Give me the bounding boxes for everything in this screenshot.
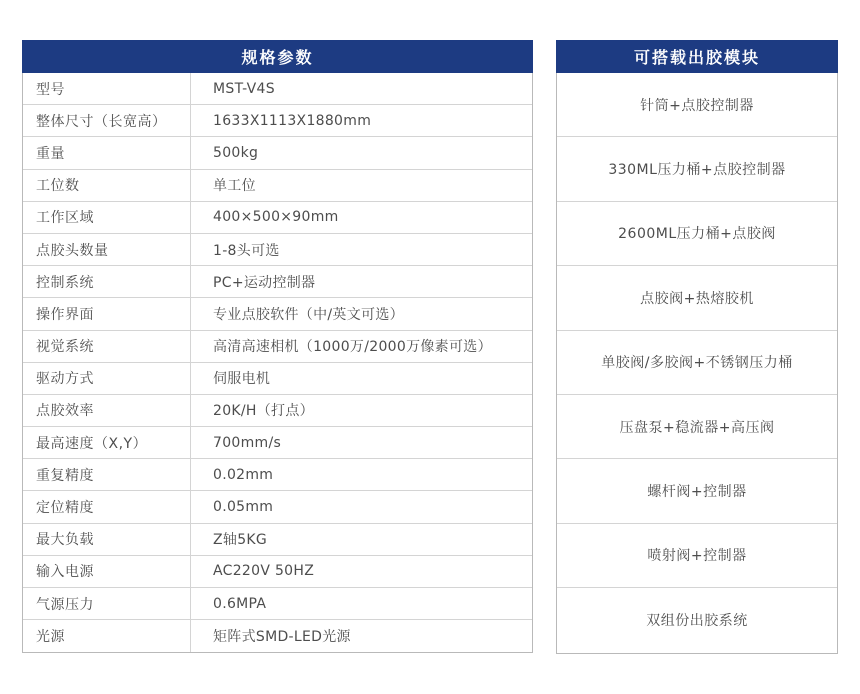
spec-row-label: 控制系统 xyxy=(23,266,191,297)
spec-row-label: 输入电源 xyxy=(23,556,191,587)
spec-parameters-table-body xyxy=(22,73,533,653)
spec-row-label: 工位数 xyxy=(23,170,191,201)
spec-row-label: 工作区域 xyxy=(23,202,191,233)
spec-row-label: 重量 xyxy=(23,137,191,168)
spec-row-value: 0.02mm xyxy=(213,466,274,483)
module-list-item: 针筒+点胶控制器 xyxy=(557,73,837,137)
spec-row-value: AC220V 50HZ xyxy=(213,563,315,580)
spec-table-row xyxy=(23,427,532,459)
spec-table-row xyxy=(23,363,532,395)
module-list-item: 2600ML压力桶+点胶阀 xyxy=(557,202,837,266)
spec-table-row xyxy=(23,524,532,556)
spec-table-row xyxy=(23,588,532,620)
spec-row-value: 矩阵式SMD-LED光源 xyxy=(213,629,351,646)
spec-table-row xyxy=(23,395,532,427)
glue-modules-table-body xyxy=(556,73,838,654)
spec-row-label: 整体尺寸（长宽高） xyxy=(23,105,191,136)
spec-table-row xyxy=(23,73,532,105)
spec-table-row xyxy=(23,137,532,169)
spec-row-value: 高清高速相机（1000万/2000万像素可选） xyxy=(213,339,492,356)
module-list-item: 330ML压力桶+点胶控制器 xyxy=(557,137,837,201)
spec-row-label: 最高速度（X,Y） xyxy=(23,427,191,458)
module-list-item: 压盘泵+稳流器+高压阀 xyxy=(557,395,837,459)
spec-row-label: 定位精度 xyxy=(23,491,191,522)
spec-table-row xyxy=(23,331,532,363)
spec-row-value: 20K/H（打点） xyxy=(213,403,314,420)
spec-row-label: 视觉系统 xyxy=(23,331,191,362)
spec-row-value: 0.6MPA xyxy=(213,595,267,612)
spec-row-value: 500kg xyxy=(213,144,259,161)
spec-row-value: 单工位 xyxy=(213,178,256,195)
spec-table-row xyxy=(23,459,532,491)
spec-row-value: PC+运动控制器 xyxy=(213,274,316,291)
spec-row-label: 点胶效率 xyxy=(23,395,191,426)
spec-row-label: 重复精度 xyxy=(23,459,191,490)
spec-row-label: 点胶头数量 xyxy=(23,234,191,265)
module-list-item: 双组份出胶系统 xyxy=(646,613,748,630)
glue-modules-table xyxy=(556,40,838,654)
module-list-item: 螺杆阀+控制器 xyxy=(557,459,837,523)
spec-row-value: 伺服电机 xyxy=(213,371,271,388)
spec-row-value: 700mm/s xyxy=(213,434,282,451)
spec-row-value: 1-8头可选 xyxy=(213,242,280,259)
spec-row-value: 1633X1113X1880mm xyxy=(213,112,372,129)
module-list-item: 喷射阀+控制器 xyxy=(557,524,837,588)
spec-table-row xyxy=(23,266,532,298)
spec-table-row xyxy=(23,298,532,330)
spec-row-label: 驱动方式 xyxy=(23,363,191,394)
spec-row-label: 操作界面 xyxy=(23,298,191,329)
spec-row-label: 型号 xyxy=(23,73,191,104)
spec-table-row xyxy=(23,620,532,652)
spec-table-row xyxy=(23,170,532,202)
spec-table-row xyxy=(23,234,532,266)
spec-row-label: 气源压力 xyxy=(23,588,191,619)
spec-parameters-table-title: 规格参数 xyxy=(22,40,533,73)
spec-row-value: 0.05mm xyxy=(213,499,274,516)
spec-table-row xyxy=(23,105,532,137)
spec-table-row xyxy=(23,202,532,234)
spec-row-label: 最大负载 xyxy=(23,524,191,555)
spec-parameters-table xyxy=(22,40,533,654)
spec-row-value: Z轴5KG xyxy=(213,532,268,549)
spec-row-value: MST-V4S xyxy=(213,80,275,97)
spec-row-value: 专业点胶软件（中/英文可选） xyxy=(213,306,404,323)
spec-table-row xyxy=(23,556,532,588)
spec-row-label: 光源 xyxy=(23,620,191,652)
module-list-item: 点胶阀+热熔胶机 xyxy=(557,266,837,330)
spec-row-value: 400×500×90mm xyxy=(213,209,339,226)
module-list-item: 单胶阀/多胶阀+不锈钢压力桶 xyxy=(557,331,837,395)
glue-modules-table-title: 可搭载出胶模块 xyxy=(556,40,838,73)
spec-table-row xyxy=(23,491,532,523)
